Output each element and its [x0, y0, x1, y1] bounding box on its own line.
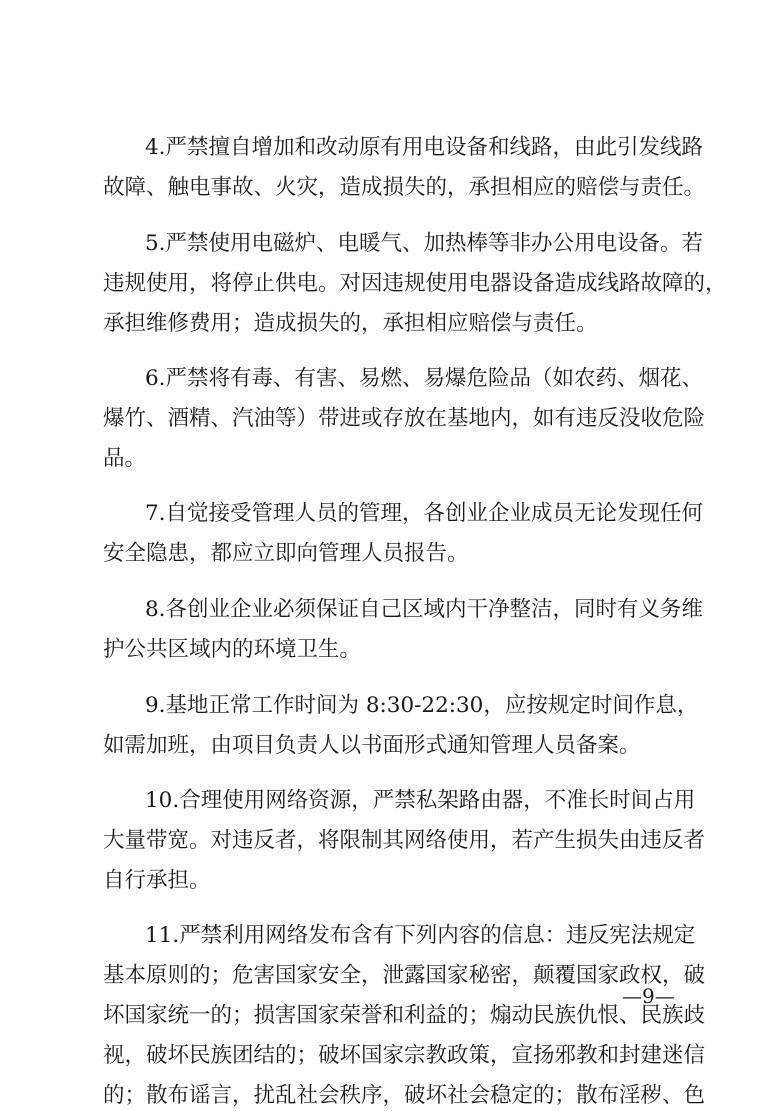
text-line: 安全隐患，都应立即向管理人员报告。 [103, 541, 469, 566]
text-line: 承担维修费用；造成损失的，承担相应赔偿与责任。 [103, 311, 598, 336]
text-line: 4.严禁擅自增加和改动原有用电设备和线路，由此引发线路 [145, 135, 704, 160]
text-line: 8.各创业企业必须保证自己区域内干净整洁，同时有义务维 [145, 597, 704, 622]
text-line: 爆竹、酒精、汽油等）带进或存放在基地内，如有违反没收危险 [103, 406, 706, 431]
text-line: 10.合理使用网络资源，严禁私架路由器，不准长时间占用 [145, 788, 696, 813]
text-line: 违规使用，将停止供电。对因违规使用电器设备造成线路故障的， [103, 271, 727, 296]
text-line: 7.自觉接受管理人员的管理，各创业企业成员无论发现任何 [145, 501, 704, 526]
text-line: 的；散布谣言，扰乱社会秩序，破坏社会稳定的；散布淫秽、色 [103, 1083, 706, 1108]
text-line: 自行承担。 [103, 868, 211, 893]
text-line: 基本原则的；危害国家安全，泄露国家秘密，颠覆国家政权，破 [103, 963, 706, 988]
text-line: 故障、触电事故、火灾，造成损失的，承担相应的赔偿与责任。 [103, 175, 706, 200]
text-line: 护公共区域内的环境卫生。 [103, 637, 362, 662]
text-line: 9.基地正常工作时间为 8:30-22:30，应按规定时间作息， [145, 693, 699, 718]
text-line: 大量带宽。对违反者，将限制其网络使用，若产生损失由违反者 [103, 828, 706, 853]
text-line: 视，破坏民族团结的；破坏国家宗教政策，宣扬邪教和封建迷信 [103, 1043, 706, 1068]
text-line: 坏国家统一的；损害国家荣誉和利益的；煽动民族仇恨、民族歧 [103, 1003, 706, 1028]
text-line: 品。 [103, 446, 147, 471]
text-line: 6.严禁将有毒、有害、易燃、易爆危险品（如农药、烟花、 [145, 366, 704, 391]
text-line: 11.严禁利用网络发布含有下列内容的信息：违反宪法规定 [145, 923, 696, 948]
text-line: 5.严禁使用电磁炉、电暖气、加热棒等非办公用电设备。若 [145, 231, 704, 256]
text-line: 如需加班，由项目负责人以书面形式通知管理人员备案。 [103, 733, 641, 758]
page-number: —9— [622, 984, 675, 1008]
